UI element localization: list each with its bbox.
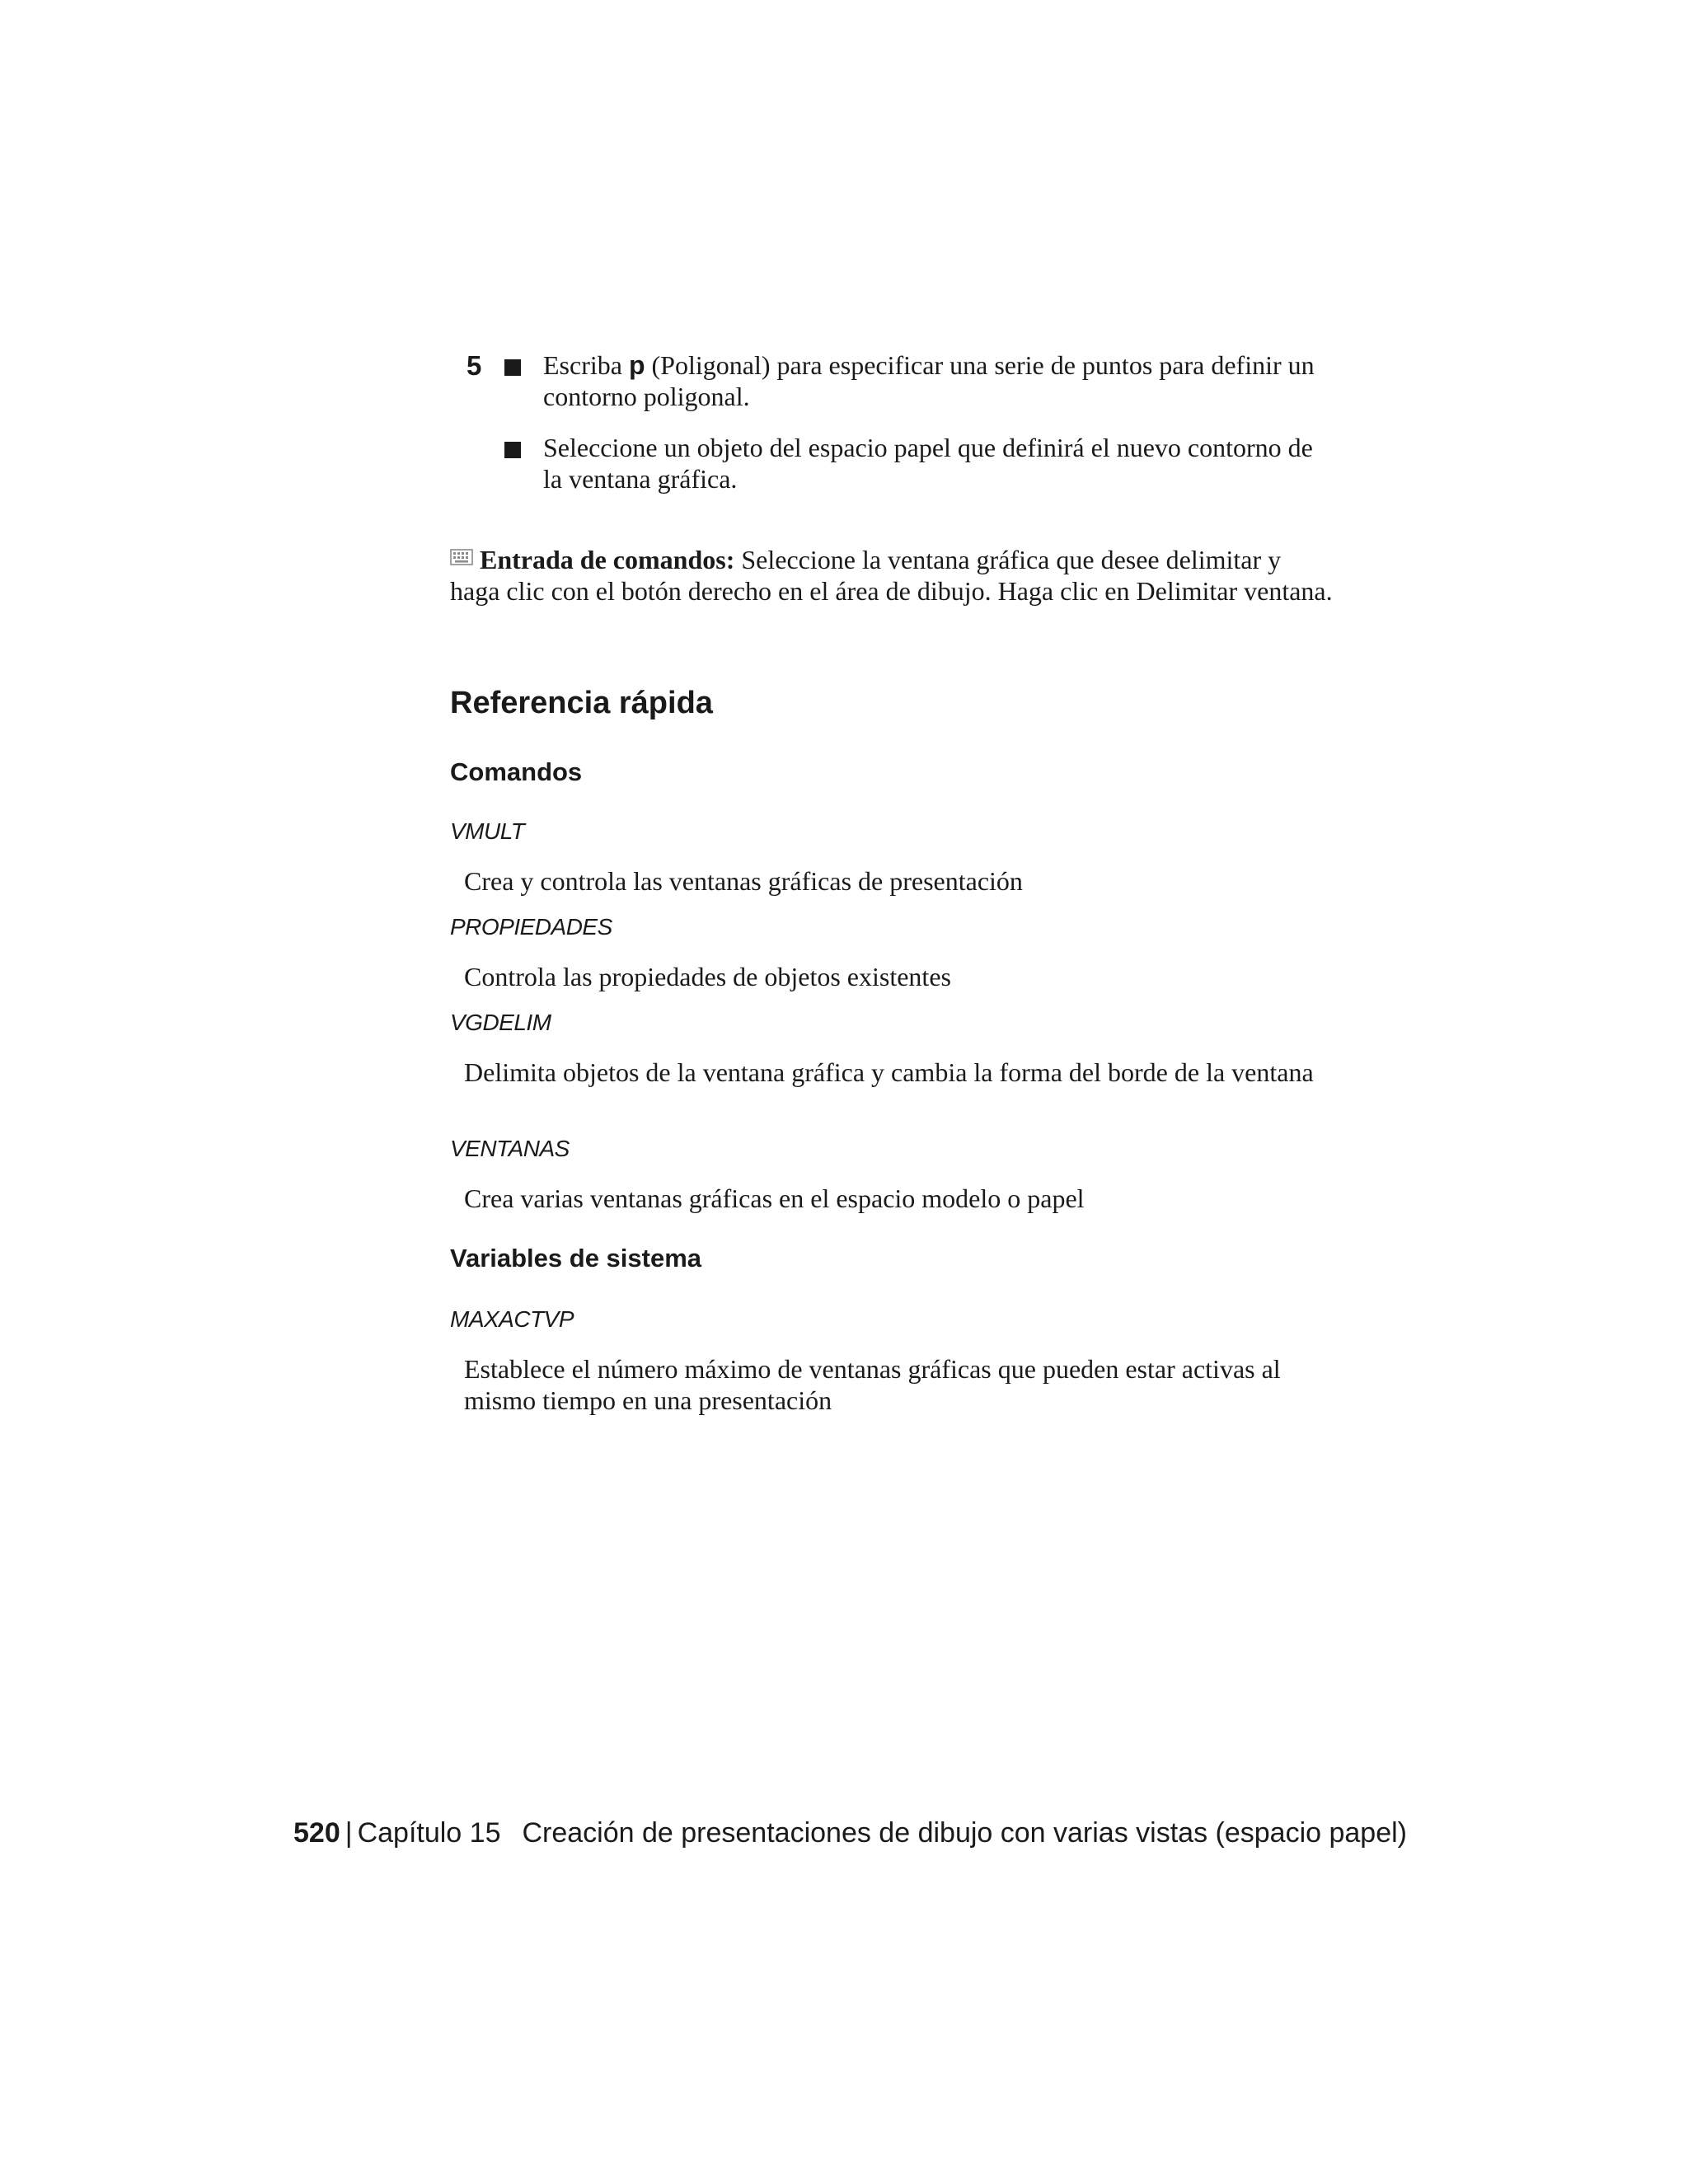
- list-item: Seleccione un objeto del espacio papel que definirá el nuevo contorno de la ventana gráfica.: [543, 433, 1313, 494]
- command-description: Crea varias ventanas gráficas en el espacio modelo o papel: [464, 1183, 1085, 1213]
- command-entry-text: Seleccione la ventana gráfica que desee delimitar y haga clic con el botón derecho en el área de dibujo. Haga clic en Delimitar ventana.: [450, 545, 1333, 606]
- command-entry-paragraph: [450, 544, 1335, 607]
- step-number: 5: [467, 350, 482, 381]
- page-footer: [293, 1815, 1407, 1851]
- command-entry-label: Entrada de comandos:: [480, 545, 735, 574]
- command-description: Crea y controla las ventanas gráficas de presentación: [464, 866, 1023, 896]
- sysvars-heading: Variables de sistema: [450, 1244, 702, 1272]
- page-number: 520: [293, 1817, 340, 1849]
- bullet-square: [504, 442, 521, 458]
- command-name: VGDELIM: [450, 1010, 551, 1035]
- command-description: Delimita objetos de la ventana gráfica y cambia la forma del borde de la ventana: [464, 1057, 1314, 1087]
- sysvar-name: MAXACTVP: [450, 1306, 574, 1332]
- list-item-key: p: [628, 350, 645, 380]
- list-item-text-post: (Poligonal) para especificar una serie de puntos para definir un contorno poligonal.: [543, 350, 1315, 411]
- list-item-text-pre: Escriba: [543, 350, 629, 380]
- command-name: PROPIEDADES: [450, 914, 612, 940]
- keyboard-icon: [450, 549, 473, 565]
- chapter-title: Creación de presentaciones de dibujo con varias vistas (espacio papel): [522, 1817, 1407, 1849]
- section-title: Referencia rápida: [450, 686, 713, 720]
- footer-separator: |: [345, 1817, 353, 1849]
- bullet-square: [504, 359, 521, 376]
- sysvar-description: Establece el número máximo de ventanas gráficas que pueden estar activas al mismo tiempo en una presentación: [464, 1354, 1281, 1415]
- list-item: [543, 349, 1334, 412]
- chapter-label: Capítulo 15: [357, 1817, 501, 1849]
- command-description: Controla las propiedades de objetos existentes: [464, 962, 951, 991]
- command-name: VMULT: [450, 818, 525, 844]
- commands-heading: Comandos: [450, 757, 583, 786]
- command-name: VENTANAS: [450, 1136, 570, 1161]
